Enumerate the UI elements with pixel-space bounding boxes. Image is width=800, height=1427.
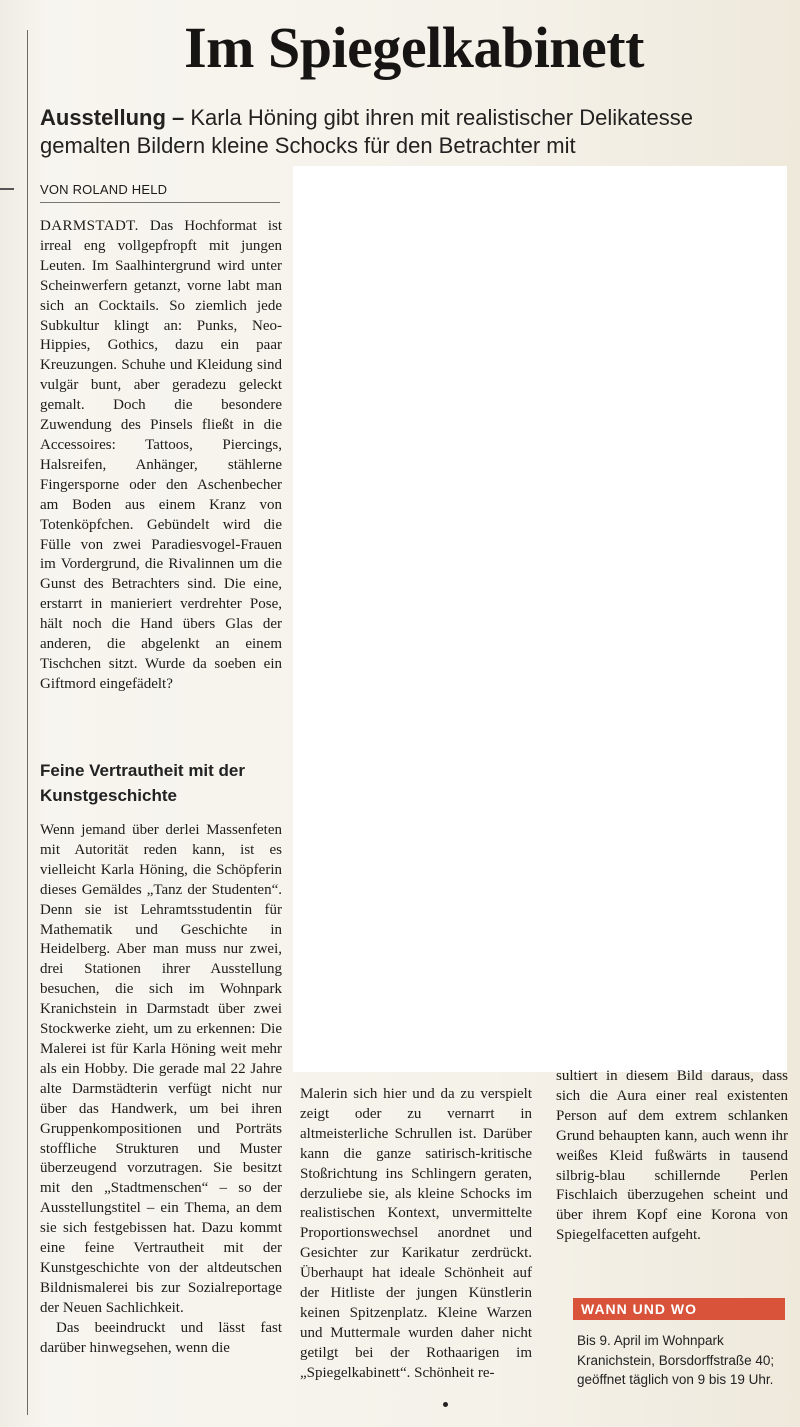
article-photo-placeholder (293, 166, 787, 1072)
paragraph-1-text: Das Hochformat ist irreal eng vollgepfropft mit jungen Leuten. Im Saalhintergrund wird unter Scheinwerfern getanzt, vorne labt man sich an Cocktails. So ziemlich jede Subkultur klingt an: Punks, Neo-Hippies, Gothics, dazu ein paar Kreuzungen. Schuhe und Kleidung sind vulgär bunt, aber geradezu geleckt gemalt. Doch die besondere Zuwendung des Pinsels fließt in die Accessoires: Tattoos, Piercings, Halsreifen, Anhänger, stählerne Fingersporne oder den Aschenbecher am Boden aus einem Kranz von Totenköpfchen. Gebündelt wird die Fülle von zwei Paradiesvogel-Frauen im Vordergrund, die Rivalinnen um die Gunst des Betrachters sind. Die eine, erstarrt in manieriert verdrehter Pose, hält noch die Hand übers Glas der anderen, die abgelenkt an einem Tischchen sitzt. Wurde da soeben ein Giftmord eingefädelt? (40, 218, 282, 692)
infobox-text: Bis 9. April im Wohnpark Kranichstein, Borsdorffstraße 40; geöffnet täglich von 9 bis 19 Uhr. (577, 1333, 775, 1387)
print-mark (443, 1402, 448, 1407)
column-1 (40, 217, 282, 695)
byline: VON ROLAND HELD (40, 180, 280, 203)
clipping-edge-line (27, 30, 28, 1415)
subheadline-text: Karla Höning gibt ihren mit realistischer Delikatesse gemalten Bildern kleine Schocks für den Betrachter mit (40, 105, 693, 158)
column-3 (556, 1067, 788, 1246)
dateline: DARMSTADT. (40, 218, 139, 234)
column-2 (300, 1085, 532, 1384)
headline: Im Spiegelkabinett (184, 15, 644, 80)
infobox-title: WANN UND WO (573, 1298, 785, 1320)
kicker: Ausstellung – (40, 105, 185, 130)
paragraph-3-continued: Malerin sich hier und da zu verspielt zeigt oder zu vernarrt in altmeisterliche Schrullen ist. Darüber kann die ganze satirisch-kritische Stoßrichtung ins Schlingern geraten, derzuliebe sie, als kleine Schocks im realistischen Kontext, unvermittelte Proportionswechsel anordnet und Gesichter zur Karikatur zerdrückt. Überhaupt hat ideale Schönheit auf der Hitliste der jungen Künstlerin keinen Spitzenplatz. Kleine Warzen und Muttermale wurden daher nicht getilgt bei der Rothaarigen im „Spiegelkabinett“. Schönheit re- (300, 1086, 532, 1381)
column-1-continued (40, 821, 282, 1358)
paragraph-4: sultiert in diesem Bild daraus, dass sich die Aura einer real existenten Person auf dem extrem schlanken Grund behaupten kann, auch wenn ihr weißes Kleid fußwärts in tausend silbrig-blau schillernde Perlen Fischlaich überzugehen scheint und über ihrem Kopf eine Korona von Spiegelfacetten aufgeht. (556, 1068, 788, 1244)
paragraph-3: Das beeindruckt und lässt fast darüber hinwegsehen, wenn die (40, 1319, 282, 1356)
clipping-edge-tick (0, 188, 14, 190)
subheadline (40, 104, 760, 160)
section-heading: Feine Vertrautheit mit der Kunstgeschichte (40, 761, 245, 805)
paragraph-1 (40, 217, 282, 695)
paragraph-2: Wenn jemand über derlei Massenfeten mit Autorität reden kann, ist es vielleicht Karla Höning, die Schöpferin dieses Gemäldes „Tanz der Studenten“. Denn sie ist Lehramtsstudentin für Mathematik und Geschichte in Heidelberg. Aber man muss nur zwei, drei Stationen ihrer Ausstellung besuchen, die sich im Wohnpark Kranichstein in Darmstadt über zwei Stockwerke zieht, um zu erkennen: Die Malerei ist für Karla Höning weit mehr als ein Hobby. Die gerade mal 22 Jahre alte Darmstädterin verfügt nicht nur über das Handwerk, um bei ihren Gruppenkompositionen und Porträts stoffliche Strukturen und Muster überzeugend vorzutragen. Sie besitzt mit den „Stadtmenschen“ – so der Ausstellungstitel – ein Thema, an dem sie sich festgebissen hat. Dazu kommt eine feine Vertrautheit mit der Kunstgeschichte von der altdeutschen Bildnismalerei bis zur Sozialreportage der Neuen Sachlichkeit. (40, 822, 282, 1316)
